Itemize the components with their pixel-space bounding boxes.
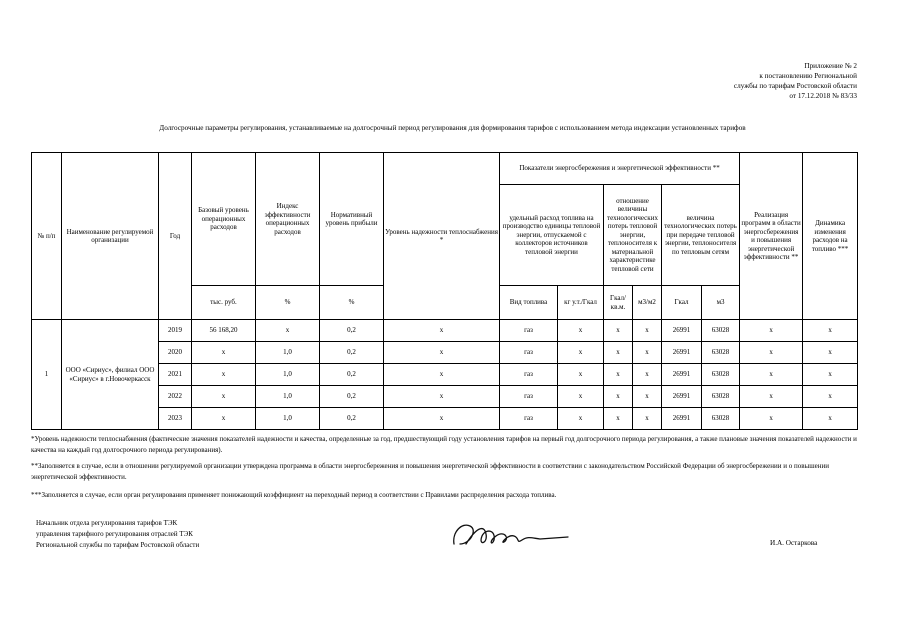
- table-row: [32, 320, 858, 342]
- appendix-ref-line3: службы по тарифам Ростовской области: [733, 82, 857, 90]
- cell-loss-ratio-1: х: [604, 364, 633, 386]
- cell-index: х: [256, 320, 320, 342]
- cell-loss-ratio-2: х: [633, 342, 662, 364]
- cell-loss-ratio-2: х: [633, 386, 662, 408]
- cell-loss-ratio-1: х: [604, 386, 633, 408]
- cell-loss-ratio-2: х: [633, 408, 662, 430]
- cell-reliability: х: [384, 408, 500, 430]
- cell-loss-value-2: 63028: [702, 320, 740, 342]
- appendix-date: от 17.12.2018 № 83/33: [789, 92, 857, 100]
- header-year: Год: [159, 153, 192, 320]
- cell-profit: 0,2: [320, 320, 384, 342]
- cell-fuel-type: газ: [500, 320, 558, 342]
- unit-index: %: [256, 286, 320, 320]
- header-loss-value: величина технологических потерь при передаче тепловой энергии, теплоносителя по тепловым сетям: [662, 185, 740, 286]
- cell-loss-value-2: 63028: [702, 342, 740, 364]
- cell-base: 56 168,20: [192, 320, 256, 342]
- cell-loss-ratio-2: х: [633, 364, 662, 386]
- cell-loss-value-2: 63028: [702, 386, 740, 408]
- cell-year: 2020: [159, 342, 192, 364]
- cell-reliability: х: [384, 320, 500, 342]
- cell-reliability: х: [384, 342, 500, 364]
- cell-program: х: [740, 386, 803, 408]
- cell-loss-ratio-2: х: [633, 320, 662, 342]
- cell-index: 1,0: [256, 342, 320, 364]
- header-num: № п/п: [32, 153, 62, 320]
- signatory-block: [36, 518, 199, 551]
- org-name: ООО «Сириус», филиал ООО «Сириус» в г.Новочеркасск: [62, 320, 159, 430]
- cell-fuel-type: газ: [500, 342, 558, 364]
- cell-index: 1,0: [256, 386, 320, 408]
- header-program: Реализация программ в области энергосбережения и повышения энергетической эффективности **: [740, 153, 803, 320]
- appendix-ref-line2: к постановлению Региональной: [759, 72, 857, 80]
- cell-loss-value-1: 26991: [662, 342, 702, 364]
- appendix-number: Приложение № 2: [804, 62, 857, 70]
- cell-loss-value-1: 26991: [662, 408, 702, 430]
- cell-loss-value-2: 63028: [702, 364, 740, 386]
- header-index: Индекс эффективности операционных расходов: [256, 153, 320, 286]
- cell-profit: 0,2: [320, 364, 384, 386]
- cell-fuel-type: газ: [500, 408, 558, 430]
- cell-fuel-rate: х: [558, 320, 604, 342]
- header-energy-group: Показатели энергосбережения и энергетической эффективности **: [500, 153, 740, 185]
- cell-fuel-type: газ: [500, 386, 558, 408]
- cell-dynamics: х: [803, 386, 858, 408]
- cell-fuel-rate: х: [558, 364, 604, 386]
- cell-profit: 0,2: [320, 386, 384, 408]
- cell-loss-ratio-1: х: [604, 408, 633, 430]
- cell-profit: 0,2: [320, 342, 384, 364]
- cell-reliability: х: [384, 386, 500, 408]
- footnote-reliability: *Уровень надежности теплоснабжения (фактические значения показателей надежности и качества, определенные за год, предшествующий году установления тарифов на первый год долгосрочного периода регулирования, а также плановые значения показателей надежности и качества на каждый год долгосрочного периода регулирования).: [31, 435, 857, 454]
- cell-program: х: [740, 408, 803, 430]
- footnote-fuel-coefficient: ***Заполняется в случае, если орган регулирования применяет понижающий коэффициент на переходный период в соответствии с Правилами распределения расхода топлива.: [31, 491, 557, 499]
- signatory-title-line1: Начальник отдела регулирования тарифов ТЭК: [36, 519, 178, 527]
- cell-fuel-rate: х: [558, 408, 604, 430]
- cell-loss-value-1: 26991: [662, 364, 702, 386]
- cell-program: х: [740, 320, 803, 342]
- cell-profit: 0,2: [320, 408, 384, 430]
- cell-loss-value-1: 26991: [662, 386, 702, 408]
- unit-loss-value-1: Гкал: [662, 286, 702, 320]
- cell-fuel-rate: х: [558, 342, 604, 364]
- cell-base: х: [192, 342, 256, 364]
- cell-loss-ratio-1: х: [604, 320, 633, 342]
- row-number: 1: [32, 320, 62, 430]
- signatory-name: И.А. Остаркова: [770, 539, 818, 547]
- unit-loss-ratio-2: м3/м2: [633, 286, 662, 320]
- cell-index: 1,0: [256, 408, 320, 430]
- cell-dynamics: х: [803, 342, 858, 364]
- signatory-title-line3: Региональной службы по тарифам Ростовской области: [36, 541, 200, 549]
- cell-dynamics: х: [803, 408, 858, 430]
- document-title: Долгосрочные параметры регулирования, устанавливаемые на долгосрочный период регулирования для формирования тарифов с использованием метода индексации установленных тарифов: [159, 124, 746, 132]
- cell-reliability: х: [384, 364, 500, 386]
- header-loss-ratio: отношение величины технологических потерь тепловой энергии, теплоносителя к материальной характеристике тепловой сети: [604, 185, 662, 286]
- header-reliability: Уровень надежности теплоснабжения *: [384, 153, 500, 320]
- cell-year: 2019: [159, 320, 192, 342]
- header-fuel: удельный расход топлива на производство единицы тепловой энергии, отпускаемой с коллекторов источников тепловой энергии: [500, 185, 604, 286]
- unit-fuel-type: Вид топлива: [500, 286, 558, 320]
- cell-year: 2021: [159, 364, 192, 386]
- appendix-header: [734, 61, 857, 101]
- handwritten-signature: [448, 514, 578, 554]
- cell-fuel-type: газ: [500, 364, 558, 386]
- cell-fuel-rate: х: [558, 386, 604, 408]
- cell-base: х: [192, 408, 256, 430]
- parameters-table: [31, 152, 858, 430]
- unit-base: тыс. руб.: [192, 286, 256, 320]
- cell-year: 2023: [159, 408, 192, 430]
- cell-loss-value-2: 63028: [702, 408, 740, 430]
- unit-loss-value-2: м3: [702, 286, 740, 320]
- header-org: Наименование регулируемой организации: [62, 153, 159, 320]
- cell-loss-ratio-1: х: [604, 342, 633, 364]
- header-base: Базовый уровень операционных расходов: [192, 153, 256, 286]
- unit-fuel: кг у.т./Гкал: [558, 286, 604, 320]
- cell-dynamics: х: [803, 320, 858, 342]
- header-dynamics: Динамика изменения расходов на топливо ***: [803, 153, 858, 320]
- cell-dynamics: х: [803, 364, 858, 386]
- footnote-energy-program: **Заполняется в случае, если в отношении регулируемой организации утверждена программа в области энергосбережения и повышения энергетической эффективности в соответствии с законодательством Российской Федерации об энергосбережении и о повышении энергетической эффективности.: [31, 462, 829, 481]
- cell-base: х: [192, 386, 256, 408]
- cell-program: х: [740, 342, 803, 364]
- unit-profit: %: [320, 286, 384, 320]
- unit-loss-ratio-1: Гкал/ кв.м.: [604, 286, 633, 320]
- header-profit: Нормативный уровень прибыли: [320, 153, 384, 286]
- cell-program: х: [740, 364, 803, 386]
- signatory-title-line2: управления тарифного регулирования отраслей ТЭК: [36, 530, 193, 538]
- cell-base: х: [192, 364, 256, 386]
- cell-year: 2022: [159, 386, 192, 408]
- cell-index: 1,0: [256, 364, 320, 386]
- cell-loss-value-1: 26991: [662, 320, 702, 342]
